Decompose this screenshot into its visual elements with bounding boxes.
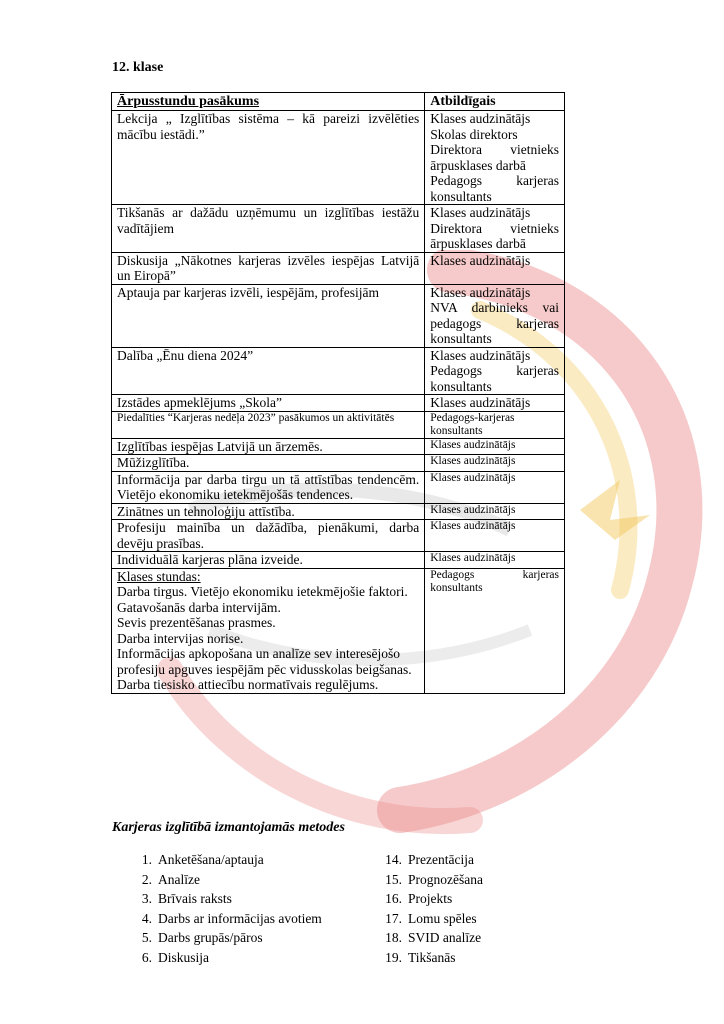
responsible-cell bbox=[425, 252, 565, 284]
table-row bbox=[112, 568, 565, 693]
method-list-item bbox=[128, 928, 322, 948]
method-text: Tikšanās bbox=[408, 949, 456, 965]
table-row bbox=[112, 284, 565, 347]
class-heading: 12. klase bbox=[112, 60, 164, 75]
event-text: Darba intervijas norise. bbox=[117, 630, 244, 646]
table-row bbox=[112, 438, 565, 455]
responsible-text: Klases audzinātājs bbox=[430, 503, 516, 516]
responsible-text: Klases audzinātājs bbox=[430, 471, 516, 484]
responsible-text: Klases audzinātājs bbox=[430, 395, 531, 410]
method-list-item bbox=[378, 889, 483, 909]
column-header-event: Ārpusstundu pasākums bbox=[112, 93, 425, 111]
event-text: Darba tiesisko attiecību normatīvais regulējums. bbox=[117, 677, 379, 692]
event-text: Profesiju mainība un dažādība, pienākumi, darba devēju prasības. bbox=[117, 520, 420, 551]
table-row bbox=[112, 455, 565, 472]
event-text: Diskusija „Nākotnes karjeras izvēles iespējas Latvijā un Eiropā” bbox=[117, 252, 420, 283]
event-text: Tikšanās ar dažādu uzņēmumu un izglītības iestāžu vadītājiem bbox=[117, 205, 420, 236]
method-text: Darbs grupās/pāros bbox=[158, 930, 263, 945]
responsible-text: Klases audzinātājs bbox=[430, 205, 531, 220]
method-number: 17. bbox=[385, 910, 402, 926]
event-cell bbox=[112, 568, 425, 693]
table-row bbox=[112, 111, 565, 205]
event-text: Gatavošanās darba intervijām. bbox=[117, 599, 281, 615]
event-cell bbox=[112, 284, 425, 347]
event-text: Aptauja par karjeras izvēli, iespējām, profesijām bbox=[117, 284, 380, 300]
event-text: Mūžizglītība. bbox=[117, 455, 190, 470]
method-text: Darbs ar informācijas avotiem bbox=[158, 910, 322, 926]
method-number: 14. bbox=[385, 852, 402, 867]
event-cell bbox=[112, 471, 425, 503]
responsible-text: Klases audzinātājs bbox=[430, 438, 516, 451]
method-number: 5. bbox=[141, 930, 152, 945]
method-text: SVID analīze bbox=[408, 930, 482, 945]
responsible-text: Klases audzinātājs bbox=[430, 347, 531, 363]
responsible-text: Pedagogs karjeras konsultants bbox=[430, 173, 559, 204]
method-number: 6. bbox=[141, 949, 152, 965]
event-cell bbox=[112, 411, 425, 438]
event-text: Individuālā karjeras plāna izveide. bbox=[117, 552, 303, 567]
method-text: Lomu spēles bbox=[408, 910, 477, 926]
method-text: Anketēšana/aptauja bbox=[158, 852, 264, 867]
table-row bbox=[112, 471, 565, 503]
event-text: Zinātnes un tehnoloģiju attīstība. bbox=[117, 503, 295, 519]
method-text: Projekts bbox=[408, 891, 453, 906]
responsible-cell bbox=[425, 411, 565, 438]
table-header-row bbox=[112, 93, 565, 111]
event-text: Darba tirgus. Vietējo ekonomiku ietekmējošie faktori. bbox=[117, 584, 408, 599]
methods-list-right bbox=[378, 850, 483, 967]
responsible-text: Direktora vietnieks ārpusklases darbā bbox=[430, 220, 559, 251]
responsible-cell bbox=[425, 503, 565, 520]
table-row bbox=[112, 411, 565, 438]
responsible-cell bbox=[425, 568, 565, 693]
method-list-item bbox=[128, 909, 322, 929]
method-number: 16. bbox=[385, 891, 402, 906]
event-cell bbox=[112, 395, 425, 412]
event-text: Sevis prezentēšanas prasmes. bbox=[117, 615, 276, 630]
event-text: Klases stundas: bbox=[117, 568, 201, 584]
method-list-item bbox=[378, 948, 483, 968]
responsible-cell bbox=[425, 455, 565, 472]
methods-title: Karjeras izglītībā izmantojamās metodes bbox=[112, 820, 345, 835]
responsible-cell bbox=[425, 284, 565, 347]
responsible-text: Klases audzinātājs bbox=[430, 284, 531, 300]
table-row bbox=[112, 503, 565, 520]
responsible-cell bbox=[425, 347, 565, 395]
event-cell bbox=[112, 520, 425, 552]
method-text: Analīze bbox=[158, 871, 200, 887]
event-cell bbox=[112, 111, 425, 205]
event-text: Izglītības iespējas Latvijā un ārzemēs. bbox=[117, 438, 323, 454]
method-number: 18. bbox=[385, 930, 402, 945]
method-list-item bbox=[378, 870, 483, 890]
event-text: Informācijas apkopošana un analīze sev interesējošo profesiju apguves iespējām pēc vidusskolas beigšanas. bbox=[117, 646, 412, 677]
responsible-text: Pedagogs karjeras konsultants bbox=[430, 363, 559, 394]
method-list-item bbox=[378, 909, 483, 929]
methods-list-left bbox=[128, 850, 322, 967]
event-text: Piedalīties “Karjeras nedēļa 2023” pasākumos un aktivitātēs bbox=[117, 411, 395, 424]
method-number: 3. bbox=[141, 891, 152, 906]
method-text: Brīvais raksts bbox=[158, 891, 232, 906]
responsible-text: Pedagogs-karjeras konsultants bbox=[430, 411, 515, 437]
table-row bbox=[112, 347, 565, 395]
responsible-text: Pedagogs karjeras konsultants bbox=[430, 568, 559, 594]
method-text: Prezentācija bbox=[408, 852, 474, 867]
responsible-cell bbox=[425, 395, 565, 412]
event-cell bbox=[112, 503, 425, 520]
method-number: 2. bbox=[141, 871, 152, 887]
responsible-text: Direktora vietnieks ārpusklases darbā bbox=[430, 142, 559, 173]
method-list-item bbox=[378, 928, 483, 948]
event-cell bbox=[112, 252, 425, 284]
column-header-responsible: Atbildīgais bbox=[425, 93, 565, 111]
table-row bbox=[112, 520, 565, 552]
responsible-cell bbox=[425, 552, 565, 569]
method-number: 15. bbox=[385, 871, 402, 887]
responsible-cell bbox=[425, 471, 565, 503]
event-cell bbox=[112, 205, 425, 253]
responsible-text: Klases audzinātājs bbox=[430, 252, 531, 268]
method-list-item bbox=[378, 850, 483, 870]
event-text: Informācija par darba tirgu un tā attīstības tendencēm. Vietējo ekonomiku ietekmējošās tendences. bbox=[117, 471, 420, 502]
responsible-cell bbox=[425, 205, 565, 253]
method-list-item bbox=[128, 889, 322, 909]
responsible-text: Skolas direktors bbox=[430, 126, 518, 142]
event-text: Dalība „Ēnu diena 2024” bbox=[117, 347, 254, 363]
method-list-item bbox=[128, 870, 322, 890]
table-row bbox=[112, 552, 565, 569]
method-text: Diskusija bbox=[158, 949, 210, 965]
event-cell bbox=[112, 552, 425, 569]
responsible-text: Klases audzinātājs bbox=[430, 552, 516, 564]
responsible-text: Klases audzinātājs bbox=[430, 111, 531, 126]
responsible-cell bbox=[425, 438, 565, 455]
event-text: Lekcija „ Izglītības sistēma – kā pareizi izvēlēties mācību iestādi.” bbox=[117, 111, 420, 142]
event-text: Izstādes apmeklējums „Skola” bbox=[117, 395, 282, 410]
method-number: 19. bbox=[385, 949, 402, 965]
event-cell bbox=[112, 438, 425, 455]
table-row bbox=[112, 205, 565, 253]
method-list-item bbox=[128, 948, 322, 968]
method-number: 4. bbox=[141, 910, 152, 926]
responsible-text: Klases audzinātājs bbox=[430, 520, 516, 532]
responsible-text: NVA darbinieks vai pedagogs karjeras konsultants bbox=[430, 300, 559, 346]
responsible-text: Klases audzinātājs bbox=[430, 455, 516, 467]
responsible-cell bbox=[425, 111, 565, 205]
method-number: 1. bbox=[141, 852, 152, 867]
method-list-item bbox=[128, 850, 322, 870]
table-row bbox=[112, 252, 565, 284]
responsible-cell bbox=[425, 520, 565, 552]
extracurricular-table bbox=[111, 92, 565, 694]
table-row bbox=[112, 395, 565, 412]
event-cell bbox=[112, 455, 425, 472]
event-cell bbox=[112, 347, 425, 395]
method-text: Prognozēšana bbox=[408, 871, 483, 887]
